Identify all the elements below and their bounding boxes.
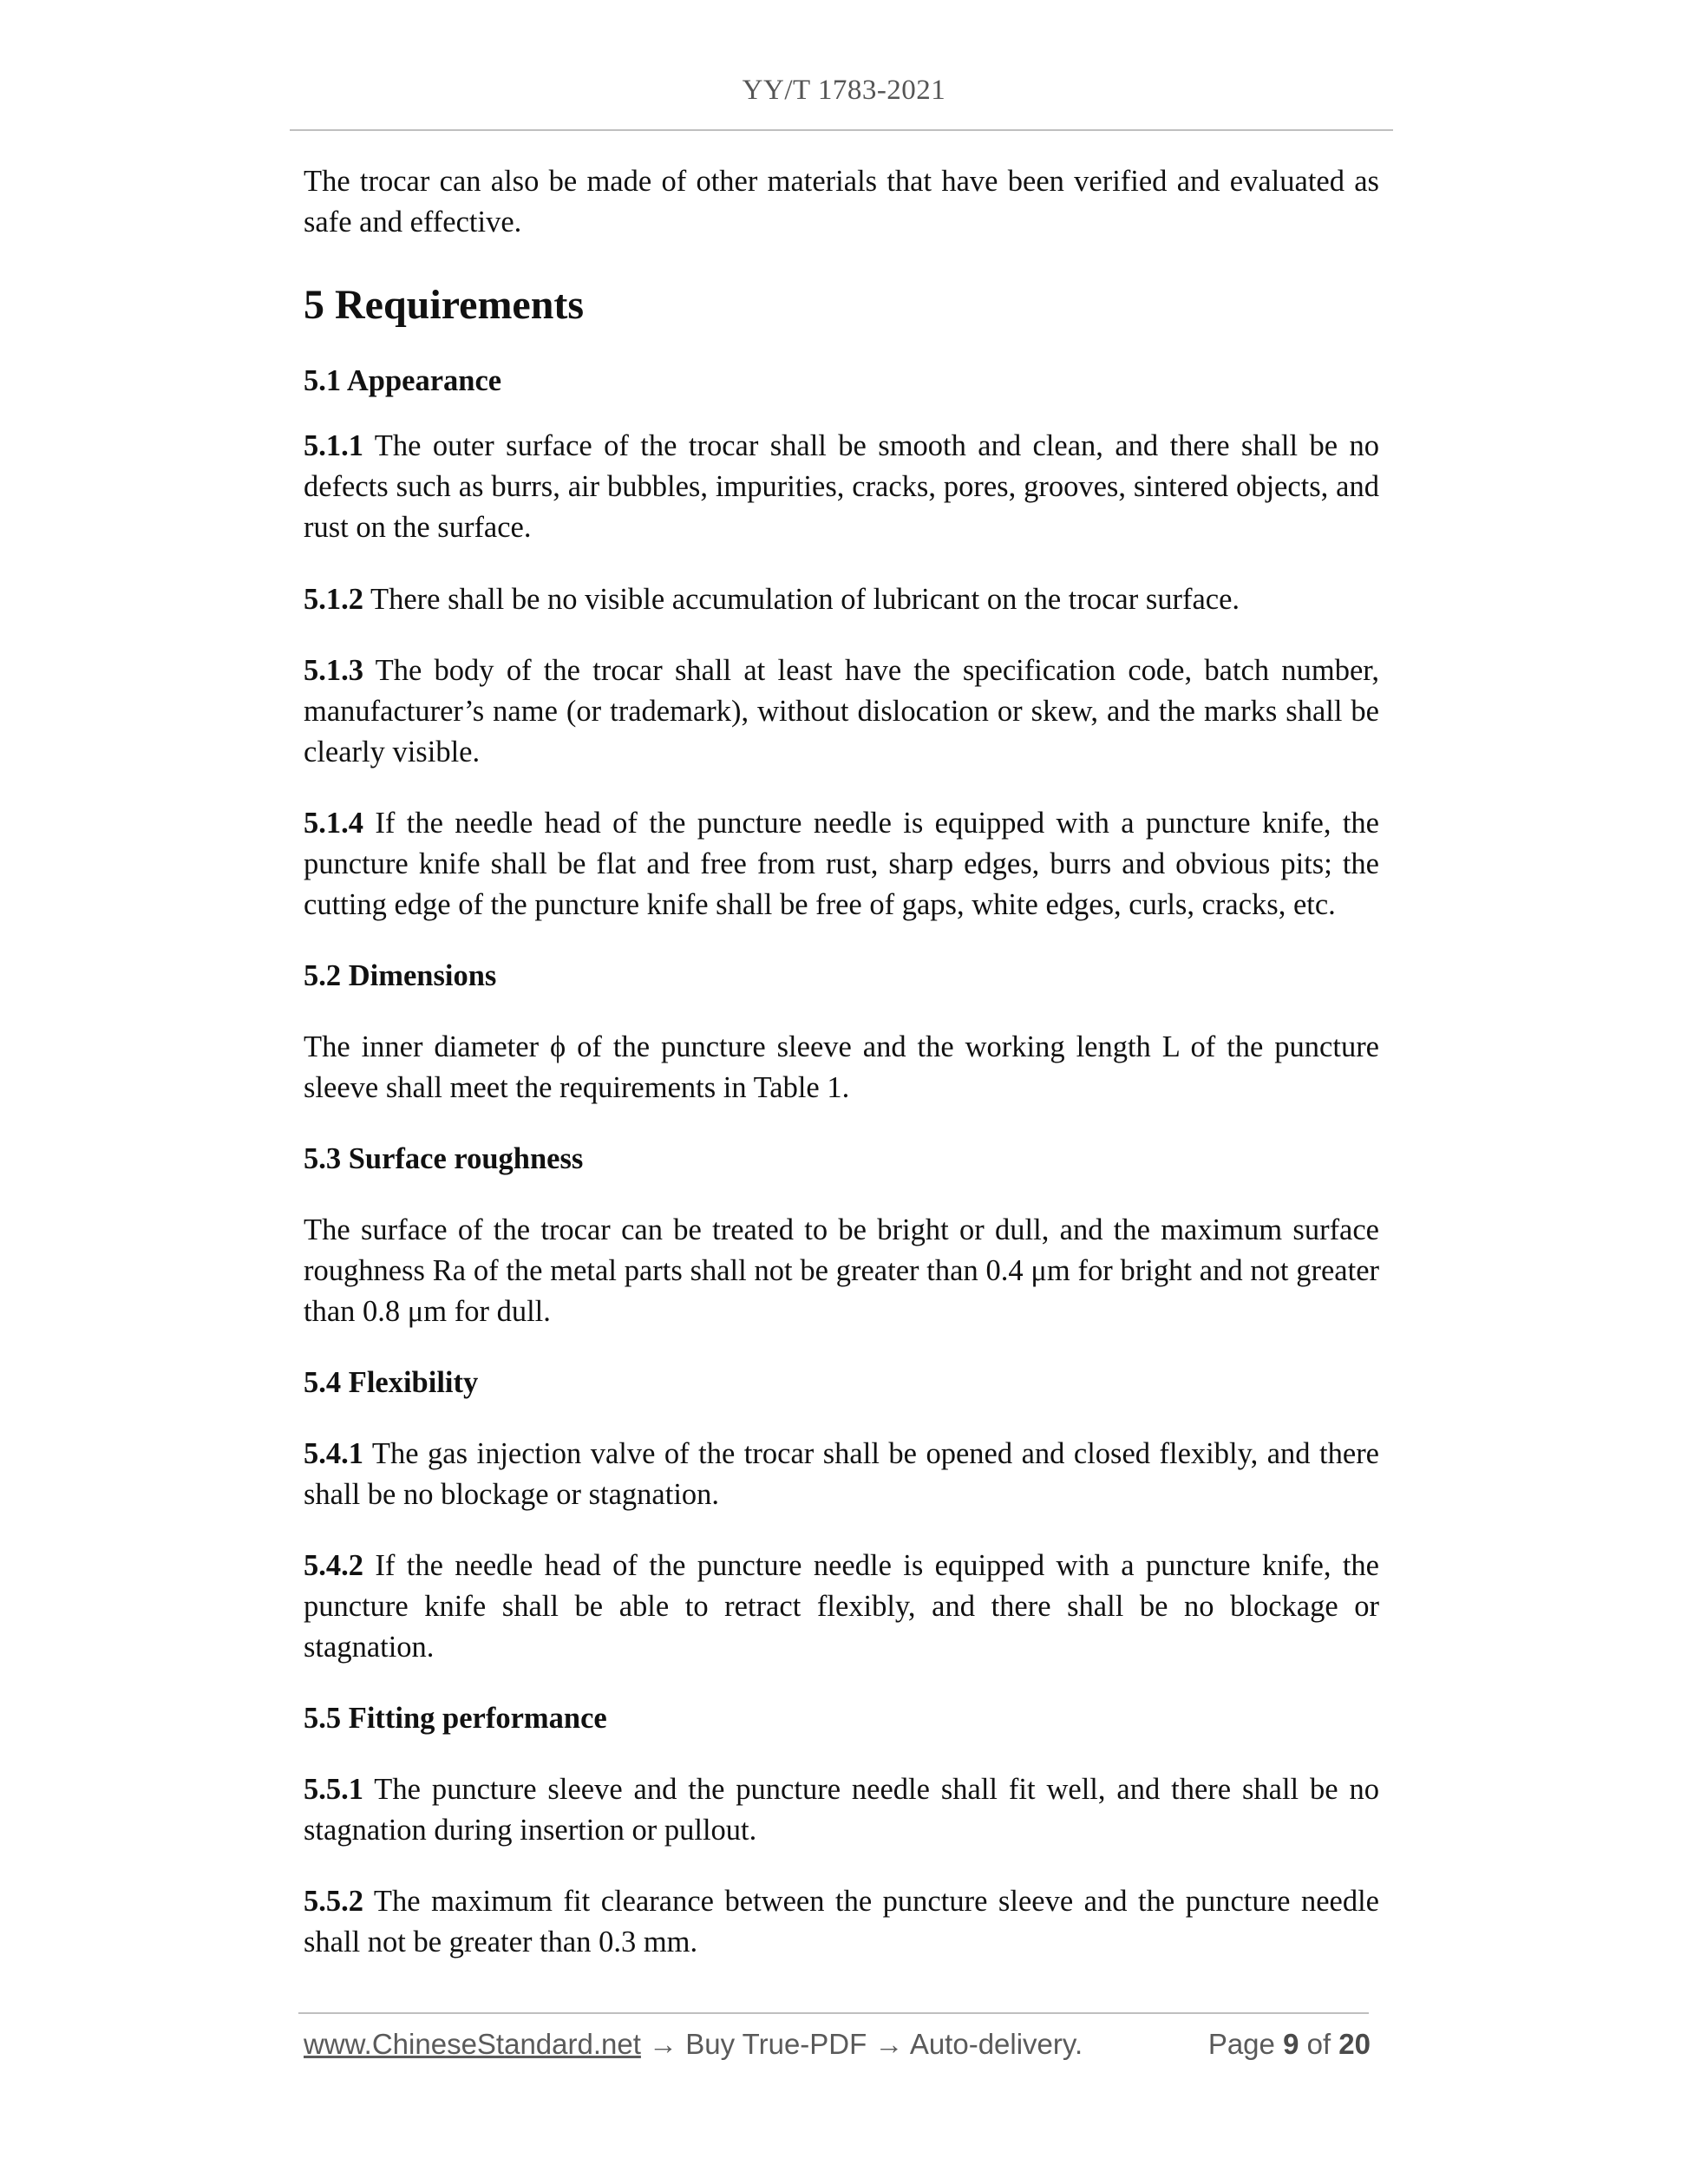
clause-number: 5.1.4 (304, 807, 363, 840)
clause-5-1-2 (304, 579, 1379, 620)
section-heading: 5 Requirements (304, 282, 585, 328)
clause-number: 5.1.2 (304, 583, 363, 616)
clause-5-1-3 (304, 651, 1379, 773)
subsection-heading-flexibility: 5.4 Flexibility (304, 1366, 479, 1399)
subsection-heading-appearance: 5.1 Appearance (304, 364, 502, 397)
clause-text: The puncture sleeve and the puncture needle shall fit well, and there shall be no stagnation during insertion or pullout. (304, 1773, 1379, 1847)
clause-number: 5.4.2 (304, 1549, 363, 1582)
header-divider (290, 129, 1393, 131)
clause-5-1-1 (304, 426, 1379, 548)
dimensions-paragraph: The inner diameter ϕ of the puncture sleeve and the working length L of the puncture sleeve shall meet the requirements in Table 1. (304, 1030, 1379, 1104)
clause-number: 5.5.1 (304, 1773, 363, 1806)
clause-number: 5.1.1 (304, 429, 363, 462)
clause-text: The maximum fit clearance between the puncture sleeve and the puncture needle shall not be greater than 0.3 mm. (304, 1885, 1379, 1958)
document-code: YY/T 1783-2021 (742, 75, 946, 106)
clause-5-5-2 (304, 1881, 1379, 1963)
page-footer (304, 2028, 1371, 2071)
clause-text: The body of the trocar shall at least have the specification code, batch number, manufacturer’s name (or trademark), without dislocation or skew, and the marks shall be clearly visible. (304, 654, 1379, 768)
clause-text: The gas injection valve of the trocar shall be opened and closed flexibly, and there shall be no blockage or stagnation. (304, 1437, 1379, 1511)
page-indicator (1208, 2028, 1371, 2061)
clause-5-1-4 (304, 803, 1379, 925)
clause-text: If the needle head of the puncture needle is equipped with a puncture knife, the puncture knife shall be flat and free from rust, sharp edges, burrs and obvious pits; the cutting edge of the puncture knife shall be free of gaps, white edges, curls, cracks, etc. (304, 807, 1379, 921)
page-label: Page (1207, 2028, 1284, 2060)
intro-paragraph: The trocar can also be made of other materials that have been verified and evaluated as safe and effective. (304, 165, 1379, 239)
surface-roughness-paragraph: The surface of the trocar can be treated to be bright or dull, and the maximum surface roughness Ra of the metal parts shall not be greater than 0.4 μm for bright and not greater than 0.8 μm for dull. (304, 1213, 1379, 1328)
total-page-count: 20 (1338, 2028, 1371, 2060)
clause-number: 5.5.2 (304, 1885, 363, 1918)
clause-number: 5.1.3 (304, 654, 363, 687)
page-content (304, 161, 1379, 1963)
footer-tagline: → Buy True-PDF → Auto-delivery. (640, 2028, 1083, 2060)
subsection-heading-fitting-performance: 5.5 Fitting performance (304, 1702, 607, 1735)
current-page-number: 9 (1283, 2028, 1299, 2060)
footer-website-link[interactable]: www.ChineseStandard.net (304, 2028, 641, 2060)
clause-text: There shall be no visible accumulation of lubricant on the trocar surface. (363, 583, 1240, 616)
clause-text: The outer surface of the trocar shall be smooth and clean, and there shall be no defects such as burrs, air bubbles, impurities, cracks, pores, grooves, sintered objects, and rust on the surface. (304, 429, 1379, 544)
clause-5-4-1 (304, 1434, 1379, 1515)
clause-number: 5.4.1 (304, 1437, 363, 1470)
footer-promo (304, 2028, 1083, 2061)
subsection-heading-dimensions: 5.2 Dimensions (304, 959, 497, 992)
footer-divider (298, 2012, 1369, 2014)
clause-5-5-1 (304, 1769, 1379, 1851)
page-of-label: of (1299, 2028, 1339, 2060)
clause-text: If the needle head of the puncture needle is equipped with a puncture knife, the puncture knife shall be able to retract flexibly, and there shall be no blockage or stagnation. (304, 1549, 1379, 1664)
subsection-heading-surface-roughness: 5.3 Surface roughness (304, 1142, 584, 1175)
clause-5-4-2 (304, 1546, 1379, 1668)
